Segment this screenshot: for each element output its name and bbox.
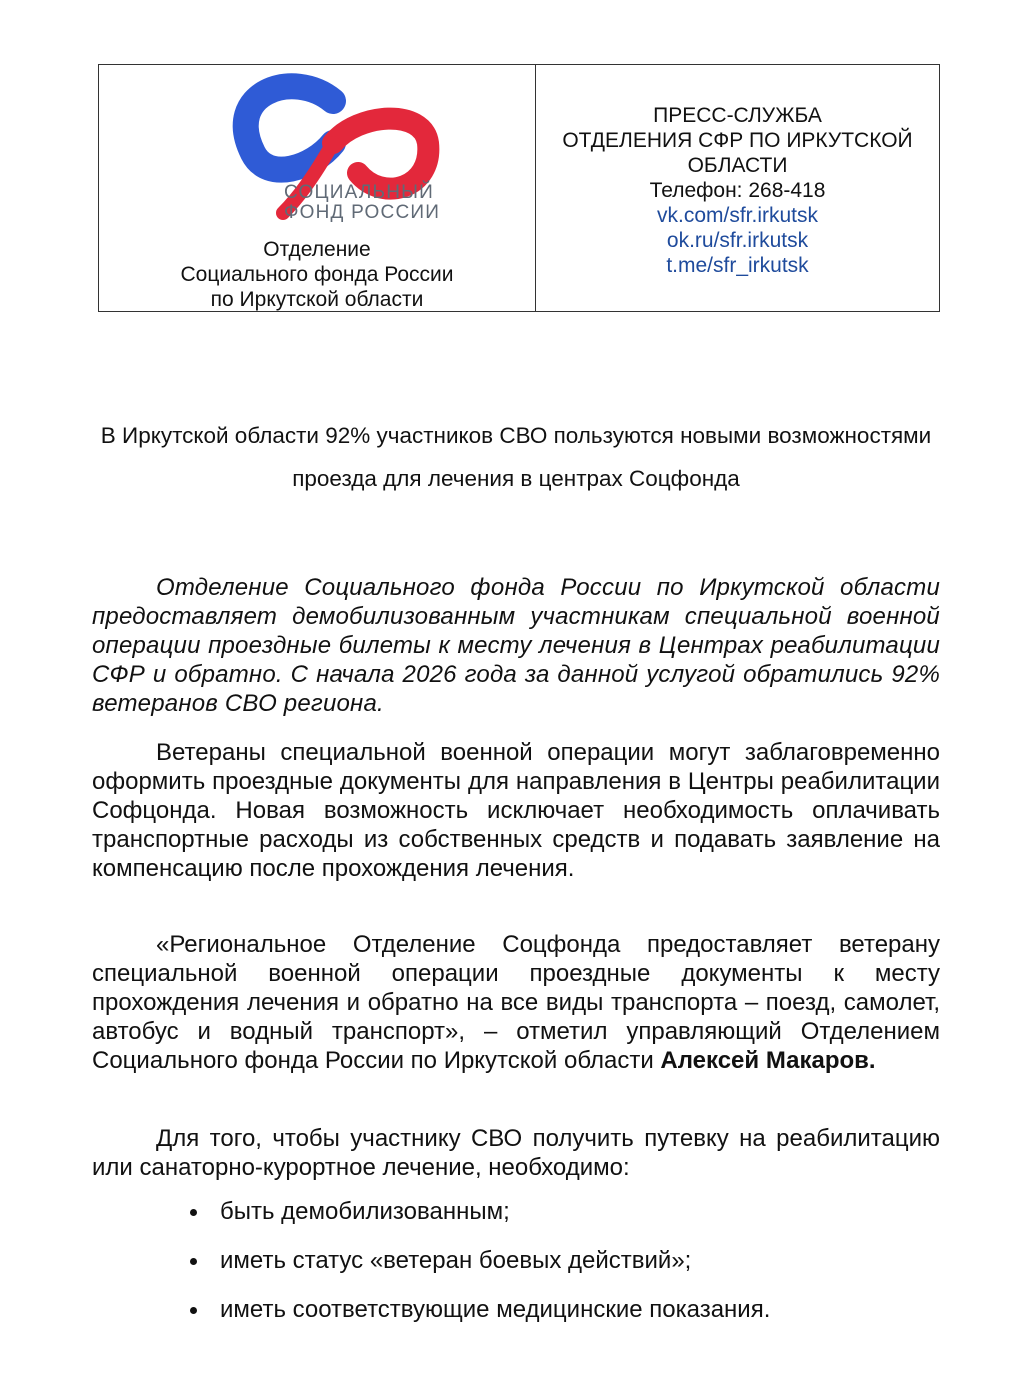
link-ok[interactable]: ok.ru/sfr.irkutsk <box>666 229 809 252</box>
press-phone: Телефон: 268-418 <box>649 179 826 202</box>
press-title-line: ОБЛАСТИ <box>687 154 788 177</box>
press-title-line: ОТДЕЛЕНИЯ СФР ПО ИРКУТСКОЙ <box>562 129 913 152</box>
requirements-list <box>190 1197 770 1344</box>
quote-text: «Региональное Отделение Соцфонда предоставляет ветерану специальной военной операции проездные документы к месту прохождения лечения и обратно на все виды транспорта – поезд, самолет, автобус и водный транспорт», – отметил управляющий Отделением Социального фонда России по Иркутской области <box>92 931 940 1074</box>
speaker-name: Алексей Макаров. <box>660 1047 876 1074</box>
list-item: иметь соответствующие медицинские показания. <box>190 1295 770 1324</box>
article-title: В Иркутской области 92% участников СВО пользуются новыми возможностями проезда для лечения в центрах Соцфонда <box>100 423 932 491</box>
lead-paragraph: Отделение Социального фонда России по Иркутской области предоставляет демобилизованным участникам специальной военной операции проездные билеты к месту лечения в Центрах реабилитации СФР и обратно. С начала 2026 года за данной услугой обратились 92% ветеранов СВО региона. <box>92 574 940 717</box>
logo-wordmark: СОЦИАЛЬНЫЙ ФОНД РОССИИ <box>284 182 441 223</box>
bullet-icon <box>190 1307 197 1314</box>
bullet-icon <box>190 1209 197 1216</box>
paragraph-4: Для того, чтобы участнику СВО получить путевку на реабилитацию или санаторно-курортное лечение, необходимо: <box>92 1125 940 1181</box>
paragraph-2: Ветераны специальной военной операции могут заблаговременно оформить проездные документы для направления в Центры реабилитации Софцонда. Новая возможность исключает необходимость оплачивать транспортные расходы из собственных средств и подавать заявление на компенсацию после прохождения лечения. <box>92 739 940 882</box>
header-table <box>98 64 940 312</box>
link-vk[interactable]: vk.com/sfr.irkutsk <box>656 204 819 227</box>
bullet-icon <box>190 1258 197 1265</box>
link-telegram[interactable]: t.me/sfr_irkutsk <box>666 254 809 277</box>
header-logo-cell <box>99 65 536 311</box>
organization-name: Отделение Социального фонда России по Иркутской области <box>180 238 454 311</box>
paragraph-3 <box>92 930 940 1075</box>
press-title-line: ПРЕСС-СЛУЖБА <box>653 104 822 127</box>
list-item: иметь статус «ветеран боевых действий»; <box>190 1246 770 1275</box>
press-service-cell <box>536 65 939 311</box>
list-item: быть демобилизованным; <box>190 1197 770 1226</box>
